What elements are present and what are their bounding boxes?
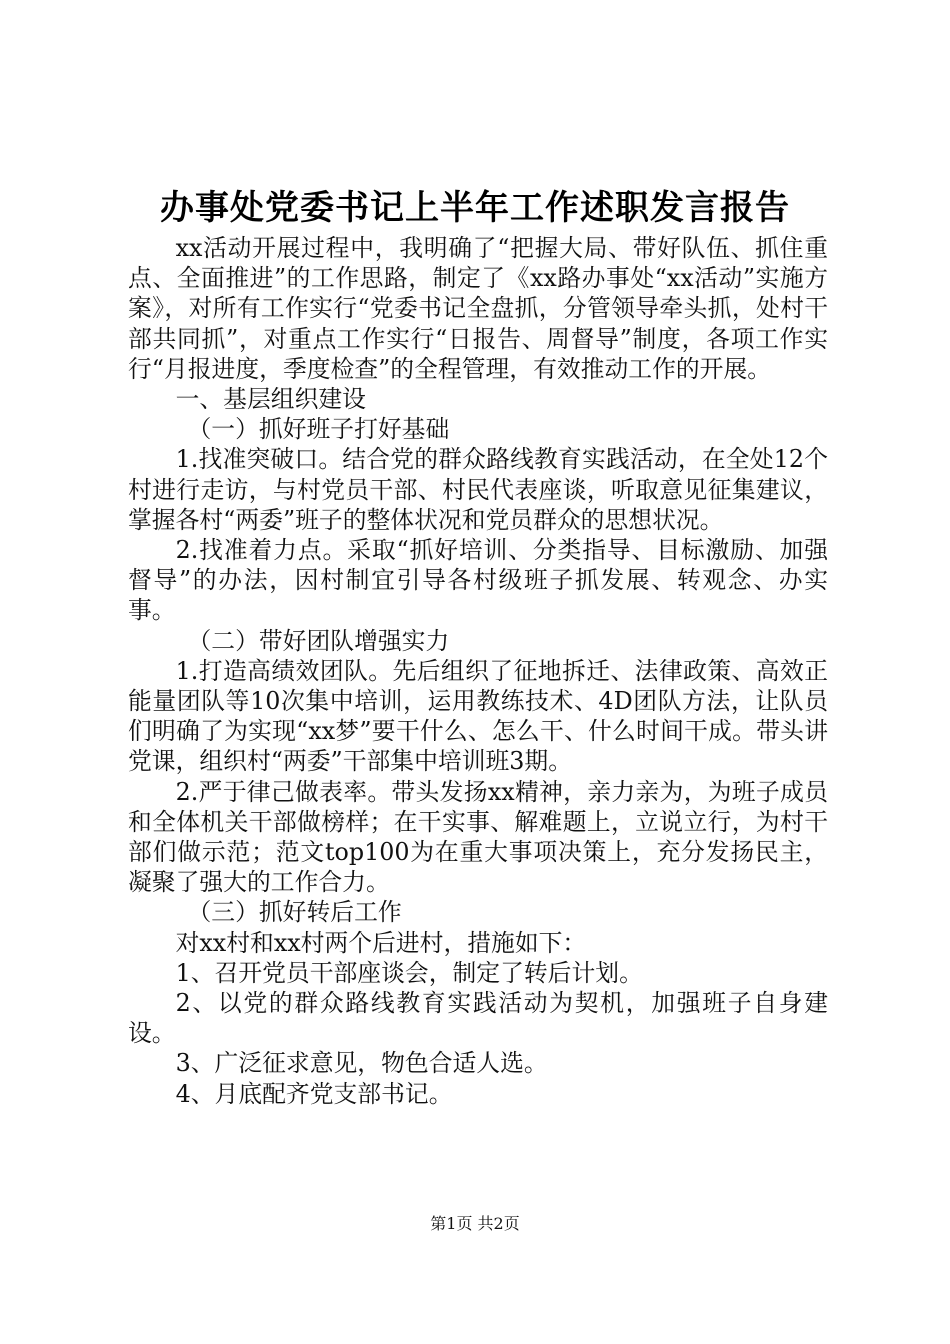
list-item: 3、广泛征求意见，物色合适人选。 bbox=[175, 1049, 548, 1078]
document-body bbox=[128, 233, 828, 1109]
body-paragraph: 对xx村和xx村两个后进村，措施如下： bbox=[175, 928, 587, 957]
body-paragraph: 2.找准着力点。采取“抓好培训、分类指导、目标激励、加强督导”的办法，因村制宜引导各村级班子抓发展、转观念、办实事。 bbox=[128, 536, 828, 625]
subsection-heading: （一）抓好班子打好基础 bbox=[187, 415, 450, 444]
document-title: 办事处党委书记上半年工作述职发言报告 bbox=[160, 188, 790, 228]
section-heading: 一、基层组织建设 bbox=[175, 385, 366, 414]
body-paragraph: 1.打造高绩效团队。先后组织了征地拆迁、法律政策、高效正能量团队等10次集中培训，运用教练技术、4D团队方法，让队员们明确了为实现“xx梦”要干什么、怎么干、什么时间干成。带头讲党课，组织村“两委”干部集中培训班3期。 bbox=[128, 656, 828, 776]
body-paragraph: 1.找准突破口。结合党的群众路线教育实践活动，在全处12个村进行走访，与村党员干部、村民代表座谈，听取意见征集建议，掌握各村“两委”班子的整体状况和党员群众的思想状况。 bbox=[128, 445, 828, 534]
subsection-heading: （三）抓好转后工作 bbox=[187, 898, 402, 927]
list-item: 4、月底配齐党支部书记。 bbox=[175, 1079, 453, 1108]
list-item: 2、以党的群众路线教育实践活动为契机，加强班子自身建设。 bbox=[128, 989, 828, 1048]
subsection-heading: （二）带好团队增强实力 bbox=[187, 626, 450, 655]
list-item: 1、召开党员干部座谈会，制定了转后计划。 bbox=[175, 958, 643, 987]
intro-paragraph: xx活动开展过程中，我明确了“把握大局、带好队伍、抓住重点、全面推进”的工作思路，制定了《xx路办事处“xx活动”实施方案》，对所有工作实行“党委书记全盘抓，分管领导牵头抓，处村干部共同抓”，对重点工作实行“日报告、周督导”制度，各项工作实行“月报进度，季度检查”的全程管理，有效推动工作的开展。 bbox=[128, 234, 828, 383]
page-number-footer: 第1页 共2页 bbox=[430, 1214, 520, 1233]
body-paragraph: 2.严于律己做表率。带头发扬xx精神，亲力亲为，为班子成员和全体机关干部做榜样；在干实事、解难题上，立说立行，为村干部们做示范；范文top100为在重大事项决策上，充分发扬民主，凝聚了强大的工作合力。 bbox=[128, 777, 828, 897]
